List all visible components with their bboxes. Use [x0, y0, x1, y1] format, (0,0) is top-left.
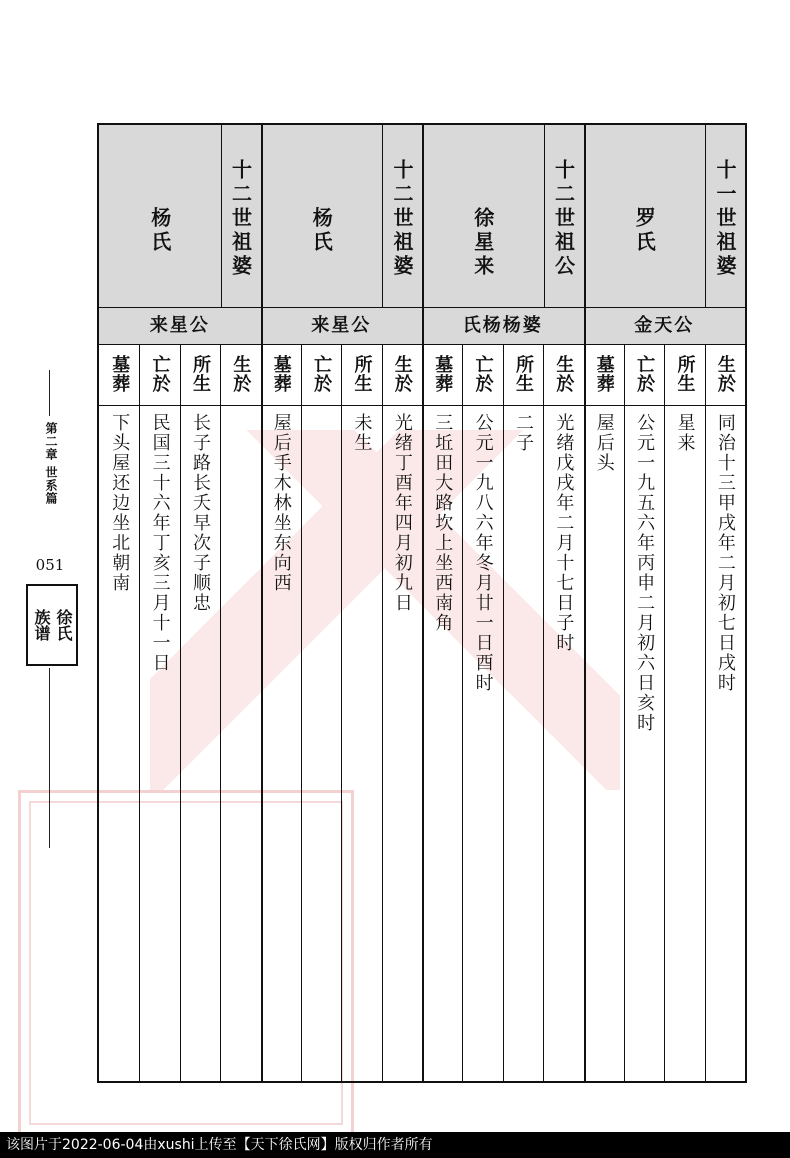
group-divider — [422, 125, 424, 1081]
ancestor-name: 杨氏 — [147, 207, 172, 255]
field-divider — [220, 345, 221, 1081]
field-value: 三坵田大路坎上坐西南角 — [432, 413, 454, 633]
header-divider — [382, 125, 383, 307]
field-label: 墓葬 — [109, 355, 131, 393]
field-value: 屋后头 — [593, 413, 615, 473]
field-label: 亡於 — [149, 355, 171, 393]
field-divider — [180, 345, 181, 1081]
upload-notice: 该图片于2022-06-04由xushi上传至【天下徐氏网】版权归作者所有 — [0, 1132, 790, 1158]
field-divider — [382, 345, 383, 1081]
generation-label: 十二世祖婆 — [390, 159, 414, 279]
field-value: 屋后手木林坐东向西 — [270, 413, 292, 593]
field-value: 未生 — [351, 413, 373, 453]
spouse-label: 来星公 — [311, 315, 372, 336]
field-label: 墓葬 — [270, 355, 292, 393]
ancestor-name: 徐星来 — [470, 207, 495, 279]
field-divider — [705, 345, 706, 1081]
field-divider — [139, 345, 140, 1081]
group-divider — [584, 125, 586, 1081]
field-divider — [664, 345, 665, 1081]
ancestor-name: 杨氏 — [309, 207, 334, 255]
field-label: 亡於 — [472, 355, 494, 393]
page-number: 051 — [35, 556, 65, 574]
field-label: 所生 — [512, 355, 534, 393]
field-label: 生於 — [230, 355, 252, 393]
field-divider — [503, 345, 504, 1081]
field-divider — [341, 345, 342, 1081]
field-label: 所生 — [189, 355, 211, 393]
spouse-label: 氏杨杨婆 — [462, 315, 543, 336]
side-rule-top — [49, 370, 50, 416]
field-value: 星来 — [674, 413, 696, 453]
field-value: 公元一九五六年丙申二月初六日亥时 — [634, 413, 656, 733]
field-divider — [624, 345, 625, 1081]
field-divider — [462, 345, 463, 1081]
field-label: 所生 — [674, 355, 696, 393]
generation-label: 十二世祖公 — [551, 159, 576, 279]
field-value: 公元一九八六年冬月廿一日酉时 — [472, 413, 494, 693]
field-label: 亡於 — [634, 355, 656, 393]
field-value: 同治十三甲戌年二月初七日戌时 — [714, 413, 736, 693]
group-divider — [261, 125, 263, 1081]
field-divider — [301, 345, 302, 1081]
generation-label: 十一世祖婆 — [713, 159, 737, 279]
label-rule — [99, 405, 745, 406]
field-value: 长子路长夭早次子顺忠 — [189, 413, 211, 613]
chapter-title: 第二章 世系篇 — [44, 422, 58, 506]
logo-text-2: 族谱 — [32, 609, 51, 641]
field-label: 墓葬 — [432, 355, 454, 393]
field-label: 生於 — [391, 355, 413, 393]
header-divider — [544, 125, 545, 307]
field-label: 亡於 — [311, 355, 333, 393]
logo-text-1: 徐氏 — [54, 609, 73, 641]
spouse-label: 金天公 — [634, 315, 695, 336]
generation-label: 十二世祖婆 — [228, 159, 253, 279]
field-label: 生於 — [714, 355, 736, 393]
field-value: 光绪丁酉年四月初九日 — [391, 413, 413, 613]
field-value: 下头屋还边坐北朝南 — [109, 413, 131, 593]
clan-logo — [26, 584, 78, 666]
field-value: 民国三十六年丁亥三月十一日 — [149, 413, 171, 673]
field-label: 所生 — [351, 355, 373, 393]
field-label: 墓葬 — [593, 355, 615, 393]
field-value: 二子 — [512, 413, 534, 453]
spouse-label: 来星公 — [149, 315, 210, 336]
field-label: 生於 — [553, 355, 575, 393]
field-value: 光绪戊戌年二月十七日子时 — [553, 413, 575, 653]
header-divider — [221, 125, 222, 307]
ancestor-name: 罗氏 — [632, 207, 657, 255]
header-divider — [705, 125, 706, 307]
side-rule-bottom — [49, 668, 50, 848]
genealogy-table — [97, 123, 747, 1083]
field-divider — [543, 345, 544, 1081]
